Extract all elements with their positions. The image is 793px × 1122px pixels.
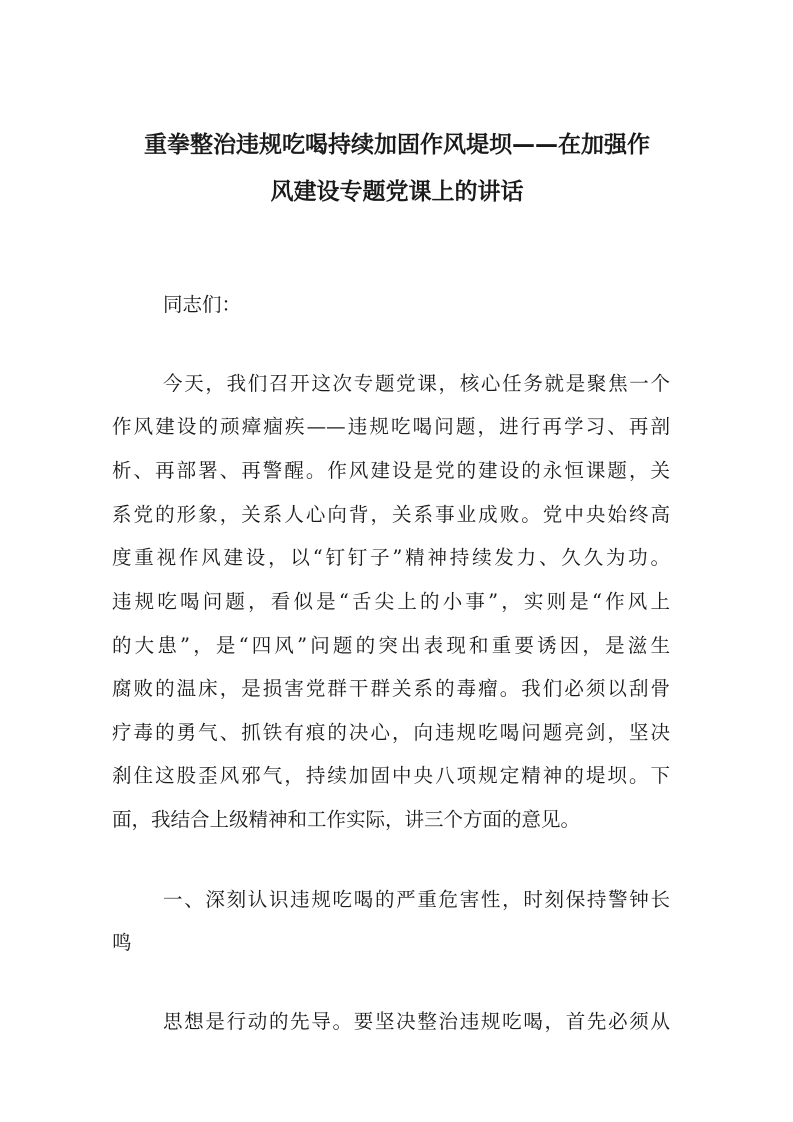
section-heading-1-line-1: 一、深刻认识违规吃喝的严重危害性，时刻保持警钟长 (163, 888, 670, 911)
paragraph-1-line-1: 今天，我们召开这次专题党课，核心任务就是聚焦一个 (163, 372, 670, 395)
paragraph-1-line-3: 析、再部署、再警醒。作风建设是党的建设的永恒课题，关 (112, 459, 670, 482)
section-heading-1-line-2: 鸣 (112, 931, 132, 954)
paragraph-1-line-10: 刹住这股歪风邪气，持续加固中央八项规定精神的堤坝。下 (112, 764, 670, 787)
paragraph-1-line-6: 违规吃喝问题，看似是“舌尖上的小事”，实则是“作风上 (112, 590, 670, 613)
document-title-line-2: 风建设专题党课上的讲话 (270, 179, 524, 205)
paragraph-1-line-7: 的大患”，是“四风”问题的突出表现和重要诱因，是滋生 (112, 634, 670, 657)
paragraph-2-line-1: 思想是行动的先导。要坚决整治违规吃喝，首先必须从 (163, 1010, 670, 1033)
salutation: 同志们： (163, 293, 242, 316)
paragraph-1-line-9: 疗毒的勇气、抓铁有痕的决心，向违规吃喝问题亮剑，坚决 (112, 721, 670, 744)
paragraph-1-line-5: 度重视作风建设，以“钉钉子”精神持续发力、久久为功。 (112, 546, 670, 569)
paragraph-1-line-8: 腐败的温床，是损害党群干群关系的毒瘤。我们必须以刮骨 (112, 677, 670, 700)
paragraph-1-line-4: 系党的形象，关系人心向背，关系事业成败。党中央始终高 (112, 503, 670, 526)
document-title-line-1: 重拳整治违规吃喝持续加固作风堤坝——在加强作 (144, 132, 650, 158)
paragraph-1-line-2: 作风建设的顽瘴痼疾——违规吃喝问题，进行再学习、再剖 (112, 415, 670, 438)
paragraph-1-line-11: 面，我结合上级精神和工作实际，讲三个方面的意见。 (112, 808, 581, 831)
